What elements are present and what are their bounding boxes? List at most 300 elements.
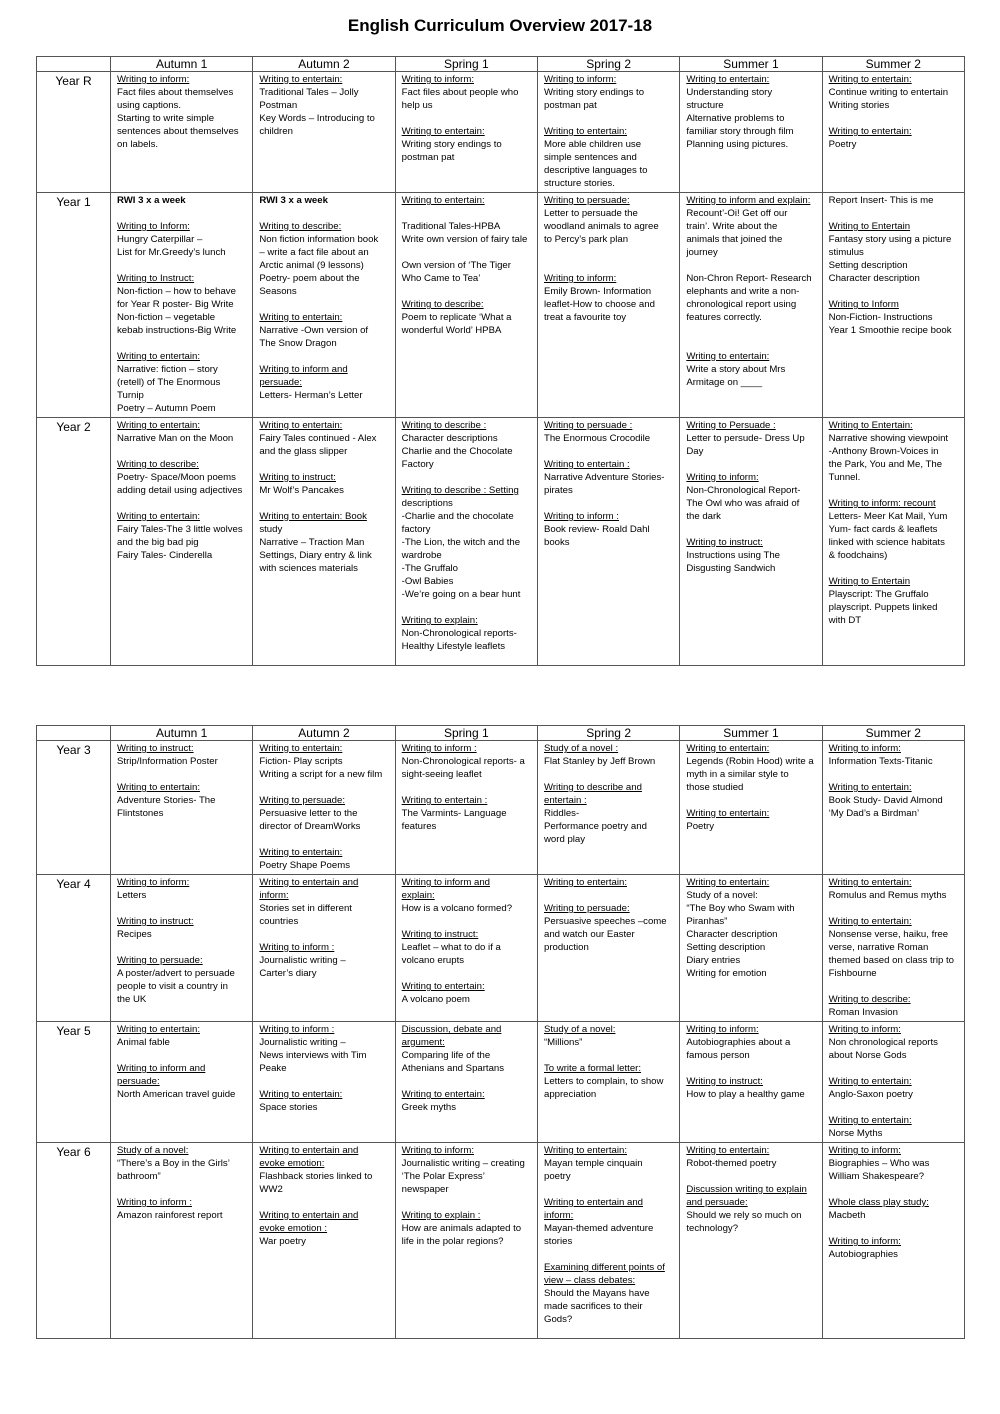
cell-text-line: [117, 941, 249, 954]
writing-purpose-heading: Writing to inform:: [401, 74, 474, 85]
cell-text-line: Disgusting Sandwich: [686, 563, 776, 574]
cell-text-line: -The Gruffalo: [401, 563, 459, 574]
term-cell: [680, 72, 822, 193]
cell-text-line: books: [543, 537, 570, 548]
writing-purpose-heading: Writing to entertain:: [543, 126, 627, 137]
cell-text-line: More able children use: [543, 139, 642, 150]
writing-purpose-heading: Writing to entertain and: [543, 1197, 643, 1208]
cell-text-line: [117, 902, 249, 915]
cell-text-line: [402, 781, 534, 794]
year-label: Year 4: [37, 875, 111, 1022]
cell-text-line: Letter to persude- Dress Up: [686, 433, 805, 444]
term-header-autumn-1: Autumn 1: [111, 726, 253, 741]
writing-purpose-heading: Writing to entertain:: [117, 511, 201, 522]
term-header-autumn-2: Autumn 2: [253, 726, 395, 741]
cell-text-line: Romulus and Remus myths: [828, 890, 947, 901]
cell-text-line: familiar story through film: [686, 126, 794, 137]
cell-text-line: Roman Invasion: [828, 1007, 898, 1018]
writing-purpose-heading: Writing to entertain:: [686, 808, 770, 819]
cell-text-line: Recipes: [117, 929, 152, 940]
document-title: English Curriculum Overview 2017-18: [347, 16, 653, 35]
cell-text-line: on labels.: [117, 139, 159, 150]
cell-text-line: and the glass slipper: [259, 446, 348, 457]
cell-text-line: help us: [401, 100, 433, 111]
term-cell: [822, 1022, 964, 1143]
cell-text-line: Adventure Stories- The: [117, 795, 216, 806]
cell-text-line: Who Came to Tea’: [401, 273, 481, 284]
cell-text-line: Settings, Diary entry & link: [259, 550, 372, 561]
cell-text-line: Stories set in different: [259, 903, 352, 914]
writing-purpose-heading: Writing to entertain:: [828, 126, 912, 137]
cell-text-line: -The Lion, the witch and the: [401, 537, 521, 548]
writing-purpose-heading: Writing to entertain:: [259, 312, 343, 323]
term-cell: [111, 875, 253, 1022]
cell-text-line: children: [259, 126, 293, 137]
term-cell: [822, 418, 964, 666]
cell-text-line: Emily Brown- Information: [543, 286, 652, 297]
cell-text-line: linked with science habitats: [828, 537, 945, 548]
writing-purpose-heading: Writing to Inform:: [117, 221, 190, 232]
cell-text-line: Macbeth: [828, 1210, 866, 1221]
cell-text-line: Letters to complain, to show: [543, 1076, 664, 1087]
writing-purpose-heading: Writing to inform:: [828, 743, 901, 754]
cell-text-line: Arctic animal (9 lessons): [259, 260, 364, 271]
cell-text-line: [117, 1049, 249, 1062]
cell-text-line: Space stories: [259, 1102, 318, 1113]
writing-purpose-heading: Writing to entertain: Book: [259, 511, 367, 522]
cell-text-line: pirates: [543, 485, 573, 496]
cell-text-line: Key Words – Introducing to: [259, 113, 375, 124]
cell-text-line: Alternative problems to: [686, 113, 785, 124]
cell-text-line: List for Mr.Greedy’s lunch: [117, 247, 226, 258]
term-header-autumn-1: Autumn 1: [111, 57, 253, 72]
term-cell: [111, 193, 253, 418]
year-label: Year 5: [37, 1022, 111, 1143]
cell-text-line: [686, 1170, 818, 1183]
cell-text-line: [544, 445, 676, 458]
cell-text-line: made sacrifices to their: [543, 1301, 643, 1312]
cell-text-line: elephants and write a non-: [686, 286, 800, 297]
writing-purpose-heading: Writing to inform:: [543, 273, 617, 284]
term-cell: [822, 875, 964, 1022]
writing-purpose-heading: Discussion writing to explain: [686, 1184, 807, 1195]
cell-text-line: Robot-themed poetry: [686, 1158, 777, 1169]
writing-purpose-heading: Discussion, debate and: [401, 1024, 502, 1035]
cell-text-line: William Shakespeare?: [828, 1171, 925, 1182]
cell-text-line: Writing story endings to: [401, 139, 502, 150]
writing-purpose-heading: Writing to instruct:: [401, 929, 479, 940]
term-header-row: [37, 57, 965, 72]
cell-text-line: [686, 1062, 818, 1075]
writing-purpose-heading: Writing to Instruct:: [117, 273, 195, 284]
writing-purpose-heading: Writing to entertain:: [117, 420, 201, 431]
scheme-label: RWI 3 x a week: [259, 195, 328, 206]
cell-text-line: Poem to replicate ‘What a: [401, 312, 512, 323]
cell-text-line: Persuasive letter to the: [259, 808, 358, 819]
cell-text-line: and the big bad pig: [117, 537, 199, 548]
writing-purpose-heading: Writing to inform :: [117, 1197, 192, 1208]
cell-text-line: Charlie and the Chocolate: [401, 446, 513, 457]
cell-text-line: [686, 794, 818, 807]
curriculum-table-ks1: [36, 56, 965, 666]
cell-text-line: Traditional Tales-HPBA: [401, 221, 501, 232]
writing-purpose-heading: Writing to inform:: [117, 74, 190, 85]
writing-purpose-heading: Writing to entertain:: [686, 1145, 770, 1156]
cell-text-line: Starting to write simple: [117, 113, 215, 124]
cell-text-line: stories: [543, 1236, 573, 1247]
writing-purpose-heading: Writing to Inform: [828, 299, 899, 310]
cell-text-line: Fiction- Play scripts: [259, 756, 343, 767]
cell-text-line: Poetry Shape Poems: [259, 860, 350, 871]
cell-text-line: Understanding story: [686, 87, 773, 98]
cell-text-line: Planning using pictures.: [686, 139, 789, 150]
cell-text-line: [829, 1222, 961, 1235]
cell-text-line: Journalistic writing –: [259, 955, 346, 966]
cell-text-line: production: [543, 942, 589, 953]
cell-text-line: director of DreamWorks: [259, 821, 361, 832]
cell-text-line: Day: [686, 446, 704, 457]
writing-purpose-heading: Writing to describe and: [543, 782, 642, 793]
cell-text-line: Fairy Tales-The 3 little wolves: [117, 524, 243, 535]
term-header-summer-2: Summer 2: [822, 726, 964, 741]
cell-text-line: Narrative – Traction Man: [259, 537, 365, 548]
writing-purpose-heading: Writing to describe : Setting: [401, 485, 519, 496]
cell-text-line: Flashback stories linked to: [259, 1171, 373, 1182]
cell-text-line: famous person: [686, 1050, 750, 1061]
writing-purpose-heading: Writing to entertain:: [686, 743, 770, 754]
cell-text-line: adding detail using adjectives: [117, 485, 243, 496]
term-cell: [680, 741, 822, 875]
cell-text-line: Persuasive speeches –come: [543, 916, 667, 927]
cell-text-line: Postman: [259, 100, 298, 111]
cell-text-line: The Varmints- Language: [401, 808, 507, 819]
year-row: [37, 72, 965, 193]
cell-text-line: Information Texts-Titanic: [828, 756, 933, 767]
cell-text-line: [686, 523, 818, 536]
cell-text-line: News interviews with Tim: [259, 1050, 367, 1061]
cell-text-line: Strip/Information Poster: [117, 756, 218, 767]
cell-text-line: technology?: [686, 1223, 739, 1234]
year-label: Year 1: [37, 193, 111, 418]
cell-text-line: [544, 1183, 676, 1196]
cell-text-line: Autobiographies about a: [686, 1037, 791, 1048]
writing-purpose-heading: Writing to Entertain: [828, 576, 911, 587]
year-label: Year 3: [37, 741, 111, 875]
cell-text-line: Journalistic writing –: [259, 1037, 346, 1048]
term-cell: [822, 1143, 964, 1339]
term-header-spring-1: Spring 1: [395, 57, 537, 72]
cell-text-line: Report Insert- This is me: [828, 195, 934, 206]
cell-text-line: descriptive languages to: [543, 165, 648, 176]
cell-text-line: A volcano poem: [401, 994, 470, 1005]
cell-text-line: the Park, You and Me, The: [828, 459, 943, 470]
cell-text-line: Continue writing to entertain: [828, 87, 949, 98]
cell-text-line: The Snow Dragon: [259, 338, 337, 349]
writing-purpose-heading: Writing to entertain:: [828, 782, 912, 793]
year-label: Year 6: [37, 1143, 111, 1339]
writing-purpose-heading: Writing to entertain:: [259, 847, 343, 858]
cell-text-line: [402, 285, 534, 298]
writing-purpose-heading: Writing to instruct:: [117, 743, 194, 754]
cell-text-line: Character descriptions: [401, 433, 498, 444]
cell-text-line: Letters- Herman’s Letter: [259, 390, 363, 401]
writing-purpose-heading: Writing to entertain :: [401, 795, 488, 806]
cell-text-line: Playscript: The Gruffalo: [828, 589, 929, 600]
writing-purpose-heading: Writing to inform: recount: [828, 498, 936, 509]
cell-text-line: Hungry Caterpillar –: [117, 234, 203, 245]
cell-text-line: Writing a script for a new film: [259, 769, 383, 780]
cell-text-line: Non fiction information book: [259, 234, 379, 245]
cell-text-line: Poetry- poem about the: [259, 273, 360, 284]
cell-text-line: [259, 781, 391, 794]
writing-purpose-heading: Writing to entertain:: [828, 1076, 912, 1087]
writing-purpose-heading: Writing to inform:: [543, 74, 617, 85]
cell-text-line: [829, 484, 961, 497]
cell-text-line: wonderful World’ HPBA: [401, 325, 502, 336]
cell-text-line: Greek myths: [401, 1102, 457, 1113]
cell-text-line: life in the polar regions?: [401, 1236, 504, 1247]
term-cell: [680, 1143, 822, 1339]
term-cell: [111, 418, 253, 666]
writing-purpose-heading: Writing to inform and: [117, 1063, 206, 1074]
cell-text-line: [544, 112, 676, 125]
curriculum-table-ks2: [36, 725, 965, 1339]
cell-text-line: Legends (Robin Hood) write a: [686, 756, 814, 767]
cell-text-line: Non-fiction – vegetable: [117, 312, 216, 323]
cell-text-line: [544, 259, 676, 272]
cell-text-line: [259, 298, 391, 311]
cell-text-line: [544, 1049, 676, 1062]
term-cell: [111, 72, 253, 193]
term-cell: [253, 193, 395, 418]
writing-purpose-heading: Writing to inform :: [401, 743, 477, 754]
writing-purpose-heading: Writing to Entertain:: [828, 420, 913, 431]
writing-purpose-heading: Writing to inform :: [543, 511, 619, 522]
year-row: [37, 1143, 965, 1339]
writing-purpose-heading: Writing to entertain:: [117, 782, 201, 793]
cell-text-line: Year 1 Smoothie recipe book: [828, 325, 952, 336]
writing-purpose-heading: Writing to persuade:: [259, 795, 346, 806]
writing-purpose-heading: Writing to describe:: [401, 299, 484, 310]
cell-text-line: Fact files about themselves: [117, 87, 234, 98]
cell-text-line: How is a volcano formed?: [401, 903, 513, 914]
cell-text-line: treat a favourite toy: [543, 312, 627, 323]
cell-text-line: study: [259, 524, 283, 535]
term-cell: [395, 193, 537, 418]
cell-text-line: Non-Chronological Report-: [686, 485, 801, 496]
cell-text-line: Poetry- Space/Moon poems: [117, 472, 236, 483]
writing-purpose-heading: Writing to describe:: [259, 221, 342, 232]
term-cell: [253, 875, 395, 1022]
cell-text-line: The Owl who was afraid of: [686, 498, 800, 509]
term-cell: [253, 418, 395, 666]
writing-purpose-heading: Writing to explain:: [401, 615, 478, 626]
term-header-summer-1: Summer 1: [680, 726, 822, 741]
writing-purpose-heading: Writing to entertain:: [401, 981, 485, 992]
cell-text-line: [117, 445, 249, 458]
writing-purpose-heading: Writing to persuade:: [543, 903, 630, 914]
writing-purpose-heading: inform:: [543, 1210, 574, 1221]
cell-text-line: wardrobe: [401, 550, 442, 561]
cell-text-line: [829, 285, 961, 298]
cell-text-line: [117, 337, 249, 350]
cell-text-line: North American travel guide: [117, 1089, 236, 1100]
cell-text-line: Norse Myths: [828, 1128, 883, 1139]
writing-purpose-heading: Writing to persuade :: [543, 420, 633, 431]
writing-purpose-heading: Writing to entertain:: [259, 1089, 343, 1100]
cell-text-line: Non chronological reports: [828, 1037, 938, 1048]
cell-text-line: those studied: [686, 782, 744, 793]
cell-text-line: Narrative Man on the Moon: [117, 433, 234, 444]
cell-text-line: sentences about themselves: [117, 126, 239, 137]
cell-text-line: [259, 1075, 391, 1088]
cell-text-line: descriptions: [401, 498, 453, 509]
term-cell: [680, 418, 822, 666]
term-cell: [822, 72, 964, 193]
cell-text-line: Anglo-Saxon poetry: [828, 1089, 913, 1100]
term-cell: [111, 1143, 253, 1339]
cell-text-line: verse, narrative Roman: [828, 942, 929, 953]
cell-text-line: [402, 246, 534, 259]
cell-text-line: -We’re going on a bear hunt: [401, 589, 521, 600]
cell-text-line: Letter to persuade the: [543, 208, 638, 219]
writing-purpose-heading: Writing to entertain:: [686, 877, 770, 888]
cell-text-line: themed based on class trip to: [828, 955, 954, 966]
cell-text-line: Mayan temple cinquain: [543, 1158, 643, 1169]
year-header-cell: [37, 726, 111, 741]
cell-text-line: Piranhas”: [686, 916, 728, 927]
cell-text-line: for Year R poster- Big Write: [117, 299, 234, 310]
writing-purpose-heading: Writing to entertain:: [401, 126, 485, 137]
term-cell: [111, 741, 253, 875]
cell-text-line: Carter’s diary: [259, 968, 317, 979]
cell-text-line: ‘The Polar Express’: [401, 1171, 485, 1182]
term-cell: [395, 72, 537, 193]
cell-text-line: [829, 207, 961, 220]
writing-purpose-heading: Writing to inform:: [686, 472, 759, 483]
cell-text-line: Study of a novel:: [686, 890, 758, 901]
cell-text-line: Non-fiction – how to behave: [117, 286, 236, 297]
term-header-spring-2: Spring 2: [537, 57, 679, 72]
cell-text-line: [117, 1183, 249, 1196]
cell-text-line: “The Boy who Swam with: [686, 903, 795, 914]
cell-text-line: [544, 497, 676, 510]
term-cell: [537, 875, 679, 1022]
writing-purpose-heading: Examining different points of: [543, 1262, 665, 1273]
writing-purpose-heading: explain:: [401, 890, 435, 901]
cell-text-line: Setting description: [828, 260, 908, 271]
cell-text-line: Journalistic writing – creating: [401, 1158, 525, 1169]
cell-text-line: [402, 967, 534, 980]
term-cell: [395, 1022, 537, 1143]
writing-purpose-heading: evoke emotion:: [259, 1158, 325, 1169]
writing-purpose-heading: Writing to entertain and: [259, 877, 359, 888]
cell-text-line: Book Study- David Almond: [828, 795, 943, 806]
cell-text-line: Poetry – Autumn Poem: [117, 403, 216, 414]
cell-text-line: Narrative showing viewpoint: [828, 433, 949, 444]
writing-purpose-heading: Writing to entertain and: [259, 1145, 359, 1156]
writing-purpose-heading: Writing to instruct:: [686, 537, 763, 548]
term-cell: [537, 418, 679, 666]
writing-purpose-heading: Writing to instruct:: [686, 1076, 763, 1087]
writing-purpose-heading: To write a formal letter:: [543, 1063, 642, 1074]
cell-text-line: [686, 337, 818, 350]
term-header-summer-1: Summer 1: [680, 57, 822, 72]
cell-text-line: -Charlie and the chocolate: [401, 511, 514, 522]
term-header-row: [37, 726, 965, 741]
year-row: [37, 875, 965, 1022]
writing-purpose-heading: Writing to inform:: [401, 1145, 474, 1156]
cell-text-line: Fact files about people who: [401, 87, 519, 98]
cell-text-line: Fairy Tales- Cinderella: [117, 550, 213, 561]
cell-text-line: stimulus: [828, 247, 864, 258]
writing-purpose-heading: Writing to Persuade :: [686, 420, 776, 431]
cell-text-line: [117, 207, 249, 220]
cell-text-line: Performance poetry and: [543, 821, 647, 832]
writing-purpose-heading: Writing to entertain:: [117, 351, 201, 362]
cell-text-line: Non-Chronological reports- a: [401, 756, 525, 767]
cell-text-line: Factory: [401, 459, 434, 470]
writing-purpose-heading: Writing to entertain :: [543, 459, 630, 470]
writing-purpose-heading: Writing to persuade:: [117, 955, 203, 966]
cell-text-line: [402, 601, 534, 614]
cell-text-line: about Norse Gods: [828, 1050, 907, 1061]
writing-purpose-heading: Study of a novel :: [543, 743, 619, 754]
term-cell: [537, 1143, 679, 1339]
cell-text-line: Narrative -Own version of: [259, 325, 369, 336]
writing-purpose-heading: Writing to entertain:: [828, 74, 912, 85]
cell-text-line: Write own version of fairy tale: [401, 234, 528, 245]
term-header-autumn-2: Autumn 2: [253, 57, 395, 72]
cell-text-line: Narrative: fiction – story: [117, 364, 218, 375]
cell-text-line: Book review- Roald Dahl: [543, 524, 650, 535]
cell-text-line: [544, 1248, 676, 1261]
cell-text-line: Mr Wolf’s Pancakes: [259, 485, 344, 496]
writing-purpose-heading: persuade:: [117, 1076, 160, 1087]
writing-purpose-heading: Writing to inform:: [686, 1024, 759, 1035]
writing-purpose-heading: Writing to persuade:: [543, 195, 630, 206]
term-cell: [822, 193, 964, 418]
cell-text-line: using captions.: [117, 100, 181, 111]
writing-purpose-heading: Writing to entertain:: [686, 74, 770, 85]
cell-text-line: to Percy’s park plan: [543, 234, 629, 245]
writing-purpose-heading: view – class debates:: [543, 1275, 636, 1286]
cell-text-line: Writing stories: [828, 100, 890, 111]
term-cell: [537, 193, 679, 418]
writing-purpose-heading: Writing to inform :: [259, 942, 335, 953]
writing-purpose-heading: Writing to inform:: [117, 877, 190, 888]
cell-text-line: countries: [259, 916, 299, 927]
cell-text-line: Non-Chronological reports-: [401, 628, 517, 639]
writing-purpose-heading: Writing to inform:: [828, 1024, 901, 1035]
term-cell: [537, 741, 679, 875]
year-row: [37, 1022, 965, 1143]
year-row: [37, 418, 965, 666]
writing-purpose-heading: Writing to inform and explain:: [686, 195, 811, 206]
term-cell: [395, 418, 537, 666]
cell-text-line: with DT: [828, 615, 862, 626]
term-header-spring-1: Spring 1: [395, 726, 537, 741]
cell-text-line: Nonsense verse, haiku, free: [828, 929, 949, 940]
cell-text-line: Poetry: [686, 821, 715, 832]
cell-text-line: [544, 889, 676, 902]
cell-text-line: Flat Stanley by Jeff Brown: [543, 756, 656, 767]
cell-text-line: “Millions”: [543, 1037, 583, 1048]
writing-purpose-heading: Writing to entertain:: [117, 1024, 201, 1035]
cell-text-line: WW2: [259, 1184, 283, 1195]
cell-text-line: Armitage on ____: [686, 377, 763, 388]
writing-purpose-heading: Writing to entertain:: [828, 1115, 912, 1126]
